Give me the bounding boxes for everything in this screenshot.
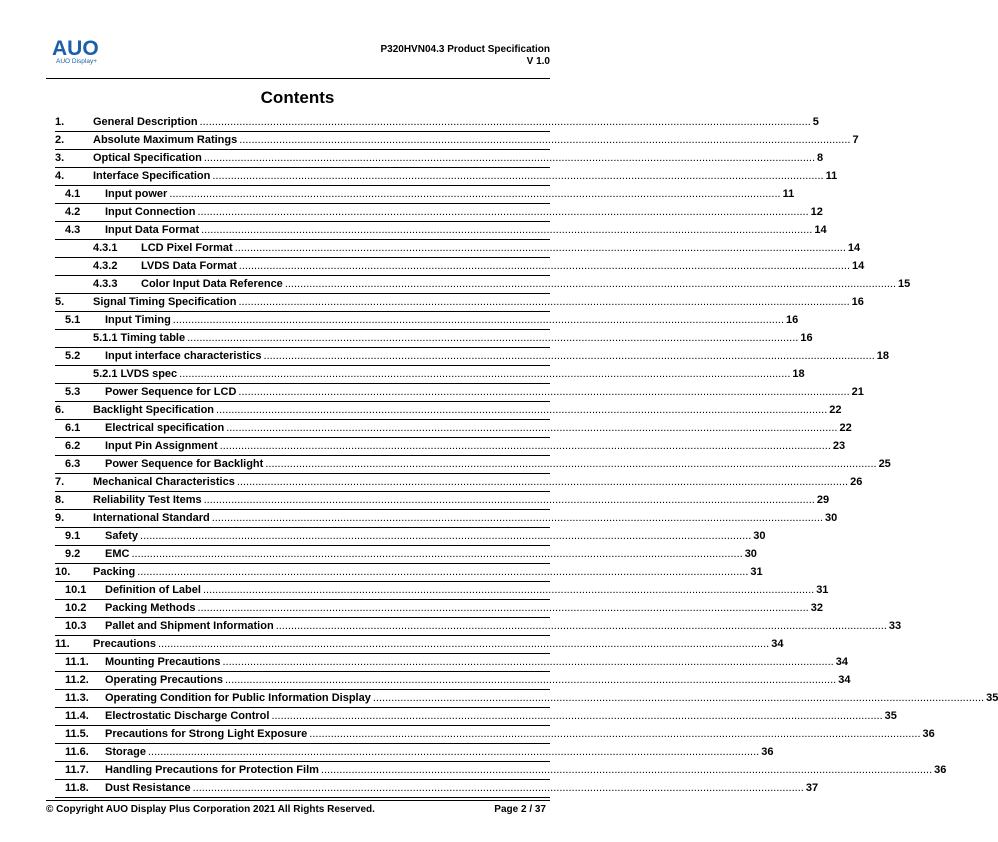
toc-entry-number: 4.2: [65, 206, 81, 218]
toc-entry-number: 5.2: [65, 350, 81, 362]
toc-entry-number: 9.1: [65, 530, 81, 542]
toc-entry-label: Dust Resistance: [105, 782, 191, 794]
toc-entry-label: Electrical specification: [105, 422, 225, 434]
toc-entry-label: Mounting Precautions: [105, 656, 221, 668]
toc-entry-label: LVDS Data Format: [141, 260, 237, 272]
toc-entry-number: 11.2.: [65, 674, 89, 686]
toc-entry-number: 4.3.2: [93, 260, 118, 272]
toc-dot-leader: ........................................................................................................................................................................................................: [137, 566, 749, 578]
toc-entry[interactable]: [55, 510, 838, 528]
toc-entry[interactable]: [55, 150, 824, 168]
toc-entry[interactable]: [55, 636, 784, 654]
toc-entry-page: 34: [838, 674, 851, 686]
toc-dot-leader: ........................................................................................................................................................................................................: [197, 206, 809, 218]
toc-entry-number: 11.3.: [65, 692, 89, 704]
toc-entry-label: Input interface characteristics: [105, 350, 262, 362]
toc-entry[interactable]: [55, 348, 889, 366]
table-of-contents: [55, 114, 998, 798]
toc-dot-leader: ........................................................................................................................................................................................................: [179, 368, 791, 380]
toc-entry[interactable]: [55, 564, 763, 582]
toc-dot-leader: ........................................................................................................................................................................................................: [238, 260, 850, 272]
toc-entry-number: 6.1: [65, 422, 81, 434]
toc-entry-page: 37: [805, 782, 819, 794]
toc-entry-number: 11.1.: [65, 656, 89, 668]
toc-entry[interactable]: [55, 474, 863, 492]
toc-entry-page: 30: [824, 512, 838, 524]
toc-dot-leader: ........................................................................................................................................................................................................: [203, 494, 815, 506]
toc-entry[interactable]: [55, 744, 774, 762]
toc-entry-number: 4.3.3: [93, 278, 118, 290]
page-number: Page 2 / 37: [494, 804, 546, 815]
toc-entry-page: 36: [934, 764, 947, 776]
page-footer: [46, 800, 550, 819]
toc-entry-label: LCD Pixel Format: [141, 242, 233, 254]
toc-entry[interactable]: [55, 420, 852, 438]
toc-dot-leader: ........................................................................................................................................................................................................: [320, 764, 933, 776]
toc-entry-label: Precautions for Strong Light Exposure: [105, 728, 308, 740]
toc-entry[interactable]: [55, 168, 838, 186]
toc-entry-label: Input power: [105, 188, 168, 200]
toc-entry-number: 2.: [55, 134, 65, 146]
toc-entry[interactable]: [55, 438, 846, 456]
toc-entry[interactable]: [55, 762, 947, 780]
toc-dot-leader: ........................................................................................................................................................................................................: [275, 620, 887, 632]
toc-entry-number: 10.1: [65, 584, 87, 596]
toc-entry-label: General Description: [93, 116, 198, 128]
toc-entry-label: Input Pin Assignment: [105, 440, 218, 452]
toc-entry-number: 4.1: [65, 188, 81, 200]
toc-entry-label: Safety: [105, 530, 139, 542]
toc-entry[interactable]: [55, 618, 902, 636]
copyright-notice: © Copyright AUO Display Plus Corporation 2021 All Rights Reserved.: [46, 804, 375, 815]
toc-entry-page: 25: [878, 458, 891, 470]
toc-entry[interactable]: [55, 240, 861, 258]
toc-entry-label: Handling Precautions for Protection Film: [105, 764, 319, 776]
toc-dot-leader: ........................................................................................................................................................................................................: [201, 224, 813, 236]
toc-entry-page: 21: [851, 386, 864, 398]
toc-entry-page: 29: [816, 494, 830, 506]
toc-entry[interactable]: [55, 600, 823, 618]
toc-dot-leader: ........................................................................................................................................................................................................: [203, 152, 816, 164]
toc-dot-leader: ........................................................................................................................................................................................................: [239, 134, 851, 146]
toc-entry-number: 4.: [55, 170, 65, 182]
toc-dot-leader: ........................................................................................................................................................................................................: [199, 116, 811, 128]
toc-entry-label: Pallet and Shipment Information: [105, 620, 274, 632]
toc-entry-number: 6.3: [65, 458, 81, 470]
toc-entry-number: 11.4.: [65, 710, 89, 722]
toc-entry-page: 36: [922, 728, 935, 740]
toc-entry[interactable]: [55, 708, 897, 726]
toc-entry[interactable]: [55, 258, 865, 276]
toc-entry[interactable]: [55, 276, 911, 294]
toc-entry[interactable]: [55, 726, 935, 744]
toc-entry-label: Electrostatic Discharge Control: [105, 710, 270, 722]
toc-entry[interactable]: [55, 528, 766, 546]
toc-entry[interactable]: [55, 690, 998, 708]
toc-entry-label: EMC: [105, 548, 130, 560]
toc-entry[interactable]: [55, 582, 829, 600]
toc-dot-leader: ........................................................................................................................................................................................................: [271, 710, 883, 722]
toc-entry[interactable]: [55, 654, 848, 672]
toc-entry-page: 18: [876, 350, 889, 362]
toc-entry-label: Input Connection: [105, 206, 196, 218]
toc-entry-page: 30: [753, 530, 766, 542]
toc-dot-leader: ........................................................................................................................................................................................................: [263, 350, 875, 362]
toc-entry-page: 22: [839, 422, 852, 434]
toc-entry[interactable]: [55, 204, 823, 222]
page-header: [46, 38, 550, 79]
toc-dot-leader: ........................................................................................................................................................................................................: [222, 656, 834, 668]
toc-entry-number: 11.6.: [65, 746, 89, 758]
toc-entry-page: 5: [812, 116, 819, 128]
toc-entry[interactable]: [55, 222, 827, 240]
toc-dot-leader: ........................................................................................................................................................................................................: [219, 440, 831, 452]
toc-entry-label: 5.2.1 LVDS spec: [93, 368, 178, 380]
toc-dot-leader: ........................................................................................................................................................................................................: [224, 674, 837, 686]
toc-entry[interactable]: [55, 114, 819, 132]
logo-text: AUO: [52, 37, 99, 60]
toc-entry-number: 9.2: [65, 548, 81, 560]
toc-entry-label: Input Timing: [105, 314, 171, 326]
toc-entry[interactable]: [55, 384, 864, 402]
toc-entry-label: Backlight Specification: [93, 404, 215, 416]
logo-subtitle: AUO Display+: [56, 58, 97, 65]
toc-entry-page: 14: [814, 224, 827, 236]
toc-entry-number: 5.3: [65, 386, 81, 398]
toc-entry-label: 5.1.1 Timing table: [93, 332, 186, 344]
toc-dot-leader: ........................................................................................................................................................................................................: [238, 296, 850, 308]
toc-dot-leader: ........................................................................................................................................................................................................: [284, 278, 897, 290]
toc-entry-label: Input Data Format: [105, 224, 200, 236]
toc-entry-page: 26: [850, 476, 863, 488]
toc-entry-number: 5.1: [65, 314, 81, 326]
toc-dot-leader: ........................................................................................................................................................................................................: [169, 188, 781, 200]
toc-entry-label: Mechanical Characteristics: [93, 476, 235, 488]
toc-entry[interactable]: [55, 456, 891, 474]
toc-entry-page: 18: [792, 368, 805, 380]
toc-entry-page: 32: [810, 602, 823, 614]
toc-entry-label: International Standard: [93, 512, 210, 524]
toc-entry-label: Power Sequence for Backlight: [105, 458, 264, 470]
toc-dot-leader: ........................................................................................................................................................................................................: [216, 404, 828, 416]
toc-entry-page: 36: [761, 746, 774, 758]
toc-entry-number: 10.3: [65, 620, 87, 632]
toc-entry[interactable]: [55, 132, 859, 150]
toc-entry-number: 1.: [55, 116, 65, 128]
toc-entry[interactable]: [55, 294, 864, 312]
toc-entry-number: 6.2: [65, 440, 81, 452]
toc-entry-label: Operating Precautions: [105, 674, 223, 686]
document-version: V 1.0: [526, 56, 550, 67]
toc-dot-leader: ........................................................................................................................................................................................................: [147, 746, 760, 758]
toc-entry-page: 15: [898, 278, 911, 290]
toc-entry[interactable]: [55, 402, 842, 420]
toc-entry-number: 9.: [55, 512, 65, 524]
toc-entry-page: 34: [835, 656, 848, 668]
toc-entry-page: 22: [829, 404, 842, 416]
toc-dot-leader: ........................................................................................................................................................................................................: [234, 242, 846, 254]
toc-entry-page: 16: [786, 314, 799, 326]
toc-entry[interactable]: [55, 546, 757, 564]
toc-dot-leader: ........................................................................................................................................................................................................: [157, 638, 770, 650]
document-title: P320HVN04.3 Product Specification: [380, 44, 550, 55]
toc-entry-number: 11.8.: [65, 782, 89, 794]
auo-logo: [52, 38, 122, 74]
toc-entry-label: Absolute Maximum Ratings: [93, 134, 238, 146]
toc-dot-leader: ........................................................................................................................................................................................................: [309, 728, 921, 740]
toc-dot-leader: ........................................................................................................................................................................................................: [265, 458, 877, 470]
toc-entry-page: 30: [744, 548, 757, 560]
toc-entry-page: 12: [810, 206, 823, 218]
toc-entry-label: Packing: [93, 566, 136, 578]
toc-entry-page: 8: [817, 152, 824, 164]
auo-logo-mark: [52, 38, 112, 58]
toc-dot-leader: ........................................................................................................................................................................................................: [140, 530, 752, 542]
toc-entry-number: 10.: [55, 566, 71, 578]
toc-entry-page: 14: [852, 260, 865, 272]
toc-dot-leader: ........................................................................................................................................................................................................: [372, 692, 985, 704]
toc-entry-number: 11.7.: [65, 764, 89, 776]
toc-entry-label: Color Input Data Reference: [141, 278, 283, 290]
toc-dot-leader: ........................................................................................................................................................................................................: [236, 476, 849, 488]
toc-entry[interactable]: [55, 780, 819, 798]
toc-entry[interactable]: [55, 330, 813, 348]
toc-dot-leader: ........................................................................................................................................................................................................: [192, 782, 804, 794]
toc-entry-label: Signal Timing Specification: [93, 296, 237, 308]
toc-entry-page: 14: [847, 242, 861, 254]
toc-entry-number: 4.3: [65, 224, 81, 236]
toc-entry[interactable]: [55, 312, 799, 330]
toc-entry-page: 16: [851, 296, 864, 308]
toc-dot-leader: ........................................................................................................................................................................................................: [202, 584, 815, 596]
toc-entry-number: 4.3.1: [93, 242, 118, 254]
toc-entry-page: 16: [800, 332, 813, 344]
toc-entry-page: 7: [852, 134, 859, 146]
toc-entry-number: 7.: [55, 476, 65, 488]
toc-entry-page: 11: [782, 188, 795, 200]
toc-dot-leader: ........................................................................................................................................................................................................: [226, 422, 838, 434]
toc-entry[interactable]: [55, 186, 795, 204]
toc-dot-leader: ........................................................................................................................................................................................................: [172, 314, 785, 326]
toc-dot-leader: ........................................................................................................................................................................................................: [211, 512, 823, 524]
toc-entry-label: Reliability Test Items: [93, 494, 202, 506]
toc-entry-number: 11.: [55, 638, 70, 650]
toc-entry-page: 35: [986, 692, 998, 704]
toc-entry-page: 33: [888, 620, 902, 632]
toc-dot-leader: ........................................................................................................................................................................................................: [197, 602, 809, 614]
toc-entry-label: Precautions: [93, 638, 156, 650]
toc-entry[interactable]: [55, 366, 805, 384]
toc-entry-label: Interface Specification: [93, 170, 211, 182]
toc-entry-page: 23: [832, 440, 846, 452]
toc-dot-leader: ........................................................................................................................................................................................................: [187, 332, 799, 344]
toc-entry-number: 8.: [55, 494, 65, 506]
toc-entry-label: Packing Methods: [105, 602, 196, 614]
toc-entry-number: 5.: [55, 296, 65, 308]
toc-entry-label: Power Sequence for LCD: [105, 386, 237, 398]
toc-dot-leader: ........................................................................................................................................................................................................: [131, 548, 743, 560]
toc-entry-page: 35: [884, 710, 897, 722]
toc-dot-leader: ........................................................................................................................................................................................................: [212, 170, 824, 182]
toc-entry-label: Operating Condition for Public Information Display: [105, 692, 371, 704]
toc-entry-page: 31: [750, 566, 763, 578]
toc-entry-page: 34: [771, 638, 784, 650]
toc-dot-leader: ........................................................................................................................................................................................................: [238, 386, 850, 398]
toc-entry-number: 6.: [55, 404, 65, 416]
toc-entry-number: 11.5.: [65, 728, 89, 740]
toc-entry-number: 10.2: [65, 602, 87, 614]
toc-entry-page: 11: [825, 170, 838, 182]
toc-entry-label: Storage: [105, 746, 146, 758]
toc-entry-label: Definition of Label: [105, 584, 201, 596]
toc-entry-label: Optical Specification: [93, 152, 202, 164]
contents-heading: Contents: [260, 88, 335, 107]
toc-entry-page: 31: [816, 584, 829, 596]
toc-entry-number: 3.: [55, 152, 65, 164]
toc-entry[interactable]: [55, 492, 830, 510]
toc-entry[interactable]: [55, 672, 851, 690]
